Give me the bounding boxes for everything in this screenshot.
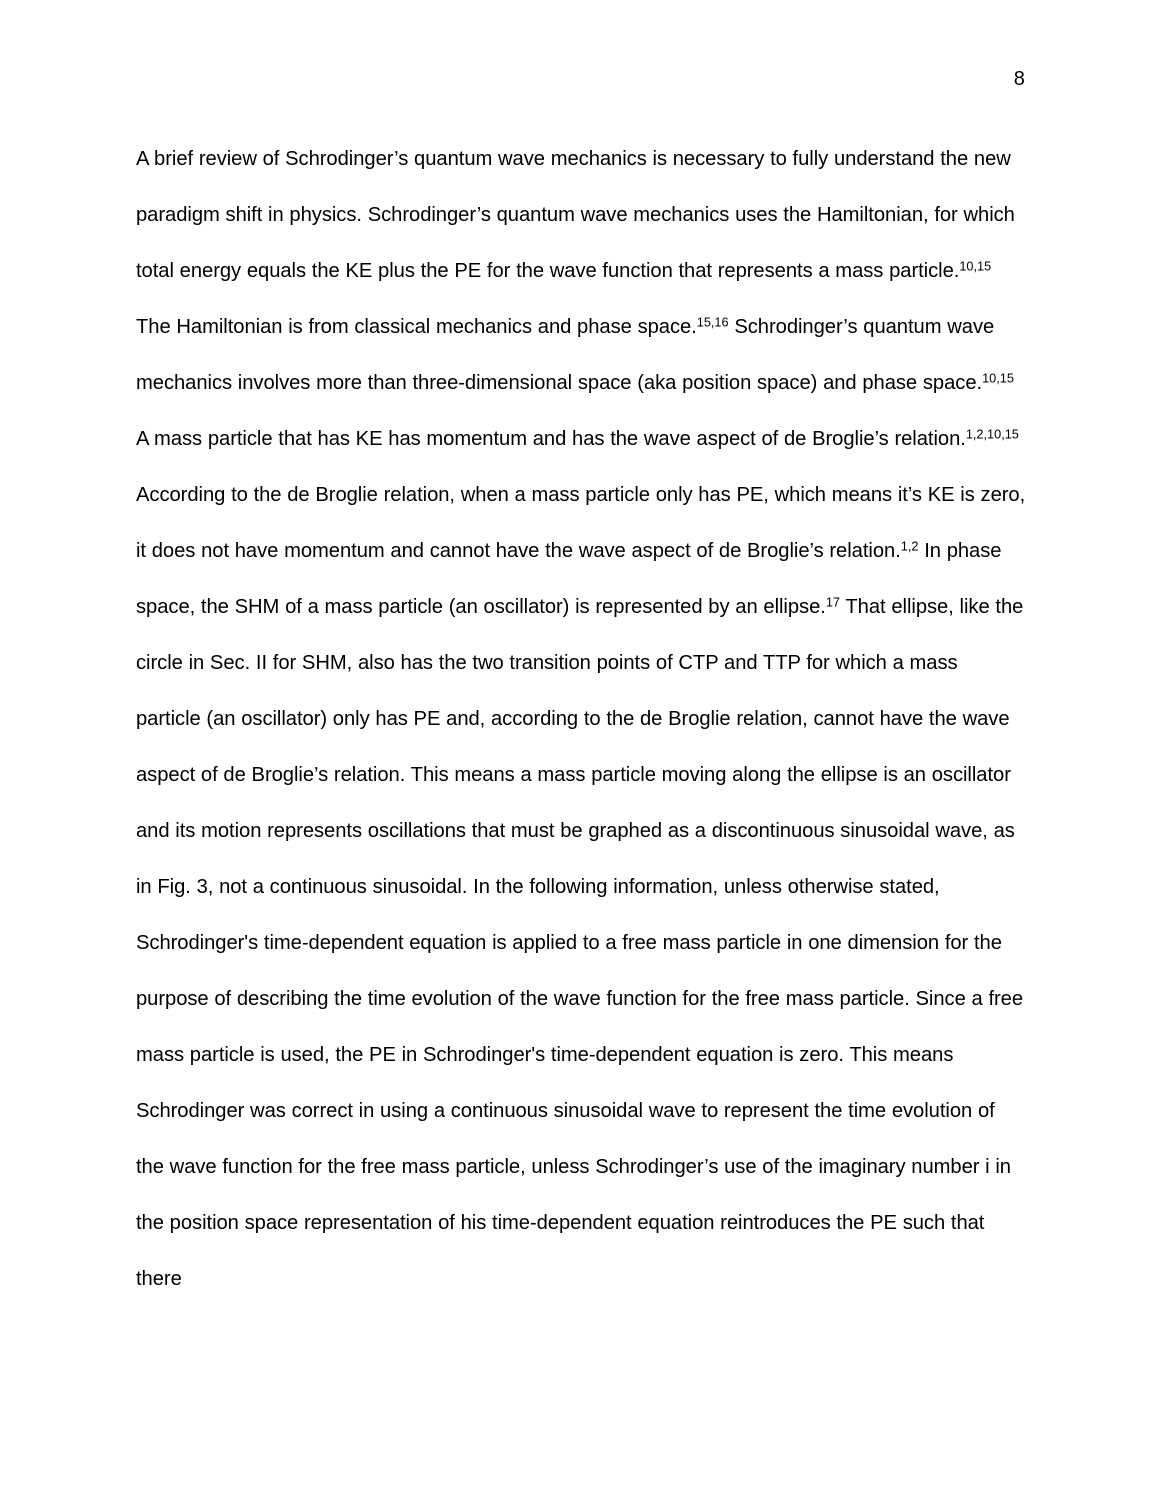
citation-superscript: 10,15 — [982, 370, 1014, 386]
citation-superscript: 1,2 — [900, 538, 919, 554]
paragraph-text-run: A brief review of Schrodinger’s quantum wave mechanics is necessary to fully understand the new paradigm shift in physics. Schrodinger’s quantum wave mechanics uses the Hamiltonian, for which total energy equals the KE plus the PE for the wave function that represents a mass particle. — [136, 148, 1015, 282]
page-number: 8 — [1013, 68, 1025, 90]
citation-superscript: 10,15 — [959, 258, 992, 274]
citation-superscript: 15,16 — [696, 314, 729, 330]
paragraph-text-run: According to the de Broglie relation, when a mass particle only has PE, which means it’s KE is zero, it does not have momentum and cannot have the wave aspect of de Broglie’s relation. — [136, 484, 1026, 562]
paragraph-text-run: That ellipse, like the circle in Sec. II for SHM, also has the two transition points of CTP and TTP for which a mass particle (an oscillator) only has PE and, according to the de Broglie relation, cannot have the wave aspect of de Broglie’s relation. This means a mass particle moving along the ellipse is an oscillator and its motion represents oscillations that must be graphed as a discontinuous sinusoidal wave, as in Fig. 3, not a continuous sinusoidal. In the following information, unless otherwise stated, Schrodinger's time-dependent equation is applied to a free mass particle in one dimension for the purpose of describing the time evolution of the wave function for the free mass particle. Since a free mass particle is used, the PE in Schrodinger's time-dependent equation is zero. This means Schrodinger was correct in using a continuous sinusoidal wave to represent the time evolution of the wave function for the free mass particle, unless Schrodinger’s use of the imaginary number i in the position space representation of his time-dependent equation reintroduces the PE such that there — [136, 596, 1024, 1290]
paragraph-text-run: Schrodinger’s quantum wave mechanics involves more than three-dimensional space (aka position space) and phase space. — [136, 316, 995, 394]
paragraph-text-run: The Hamiltonian is from classical mechanics and phase space. — [136, 316, 697, 338]
citation-superscript: 1,2,10,15 — [965, 426, 1019, 442]
paragraph-text-run: A mass particle that has KE has momentum and has the wave aspect of de Broglie’s relation. — [136, 428, 966, 450]
body-text-block — [136, 131, 1026, 1307]
paragraph-quantum-wave-mechanics — [136, 131, 1026, 1307]
paragraph-text-run: In phase space, the SHM of a mass particle (an oscillator) is represented by an ellipse. — [136, 540, 1002, 618]
citation-superscript: 17 — [825, 594, 840, 610]
